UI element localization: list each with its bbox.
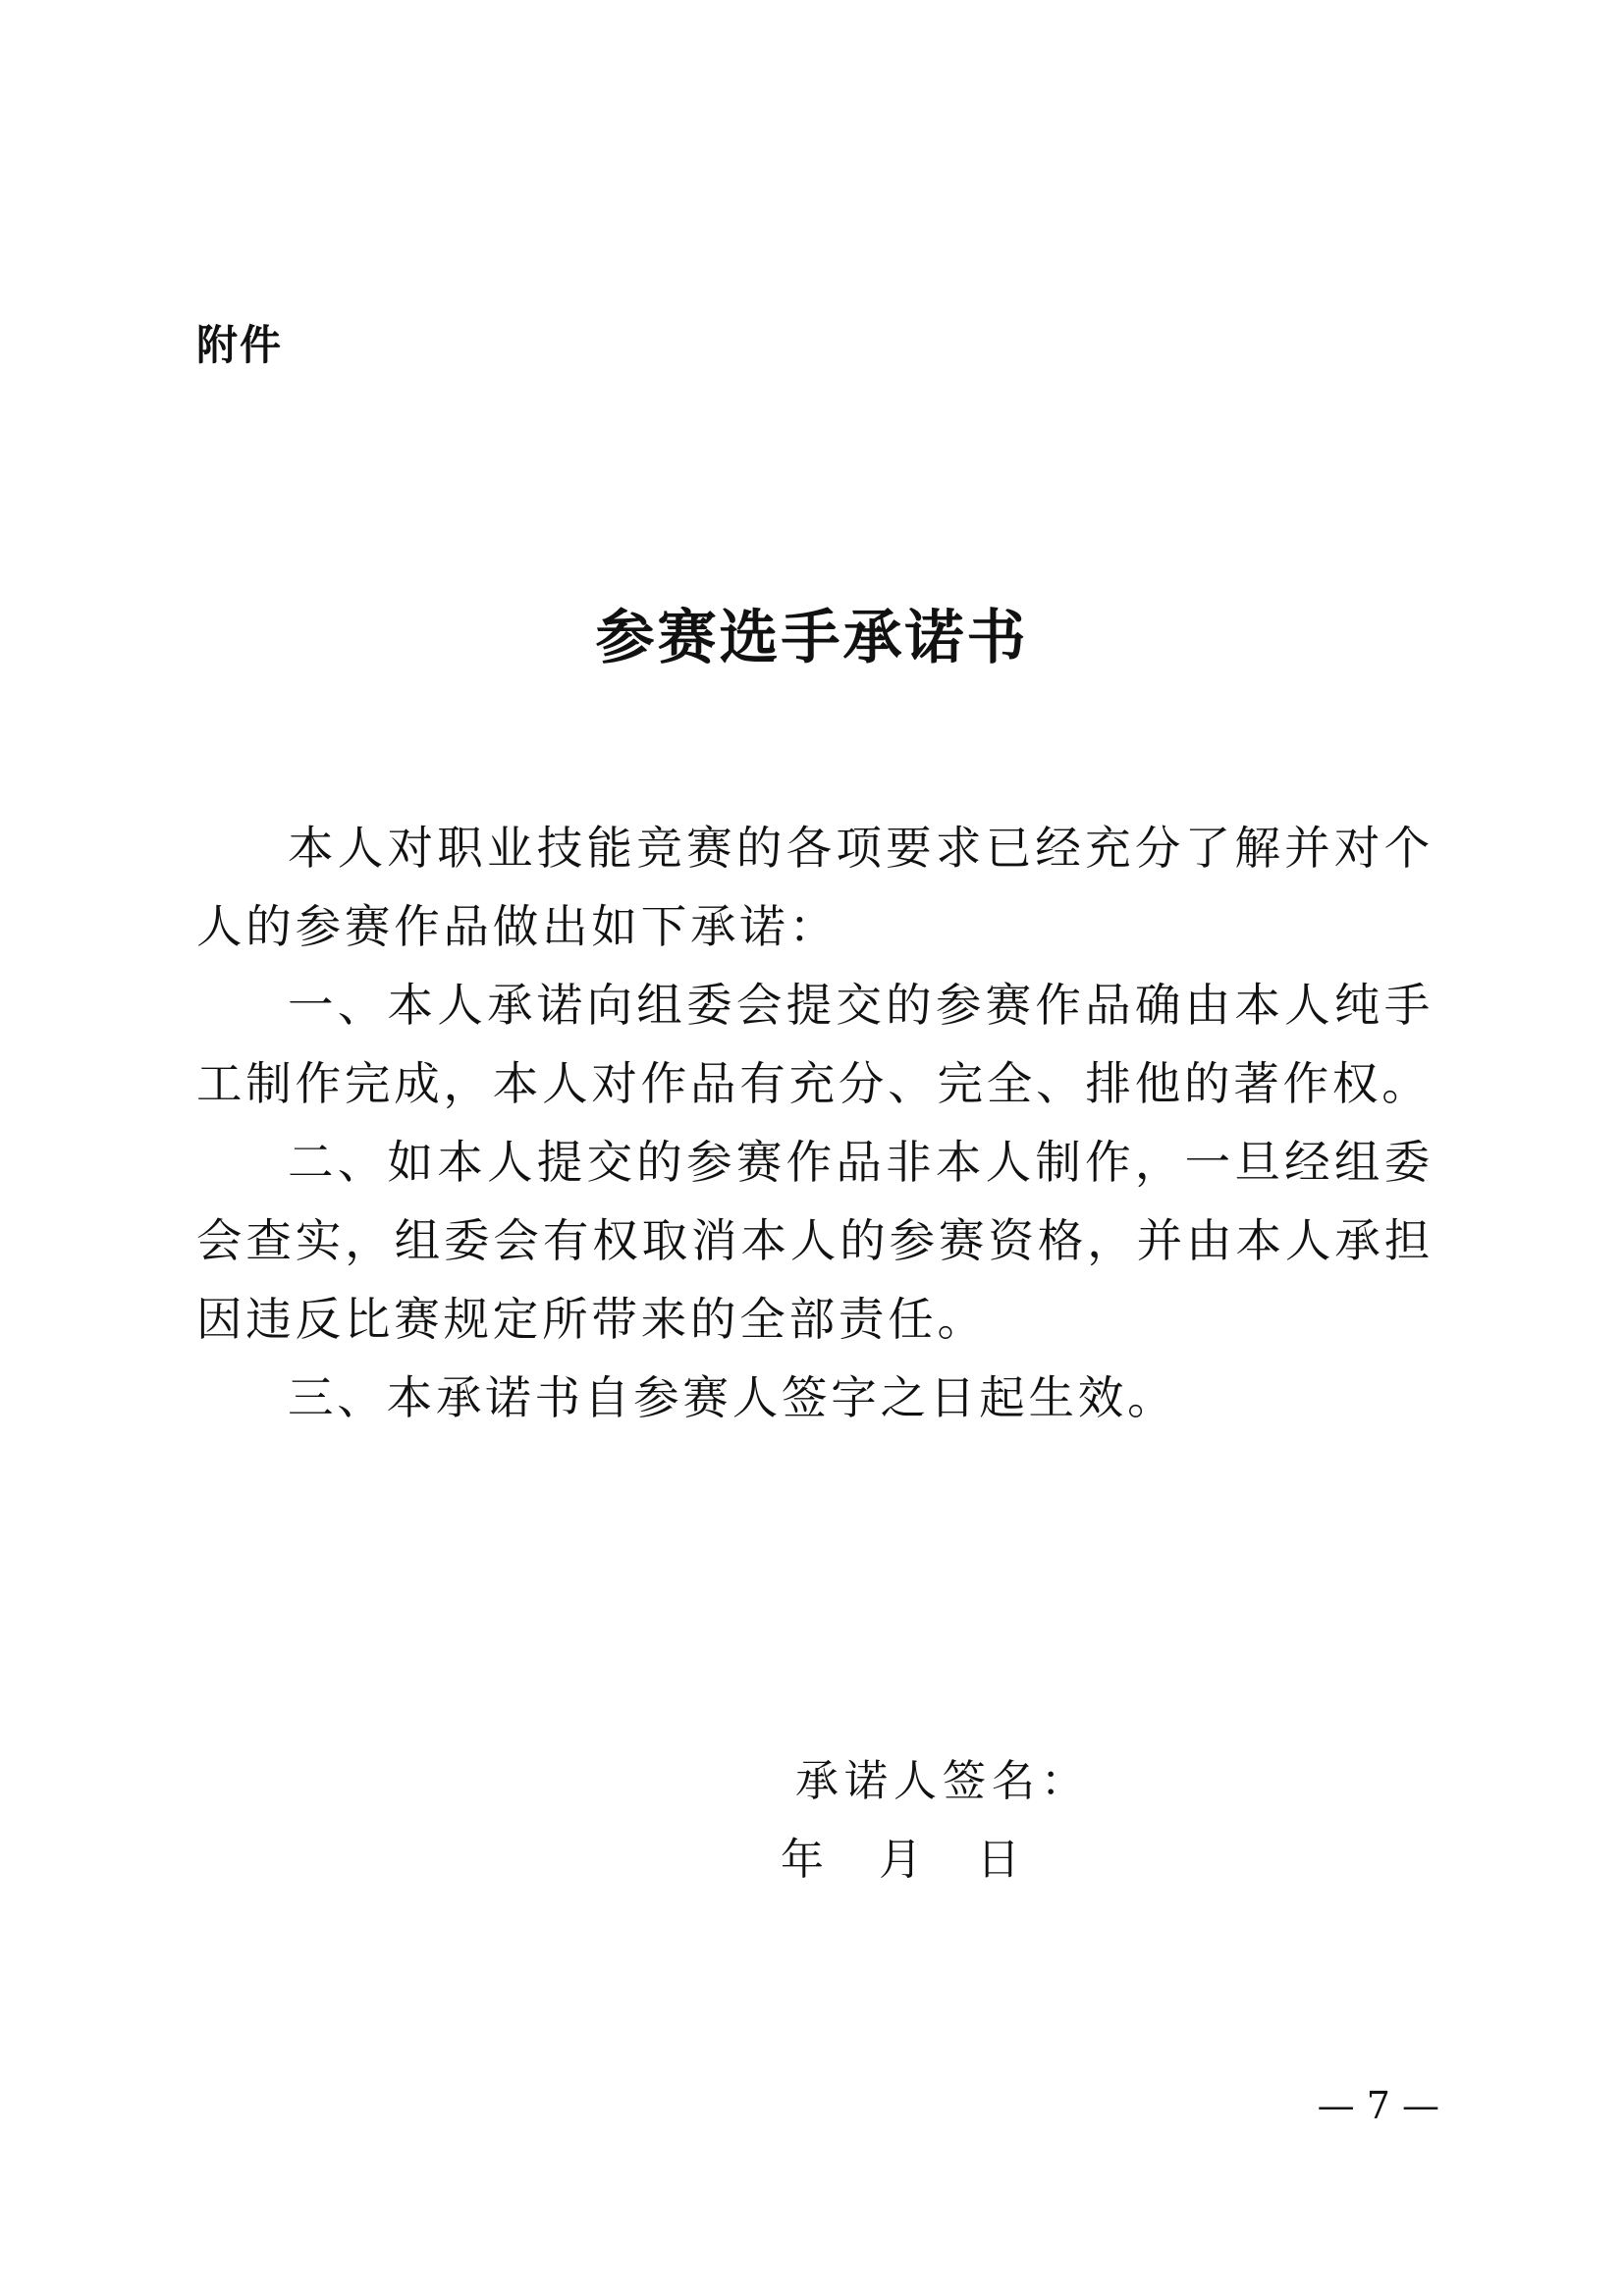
commitment-item-2: 二、如本人提交的参赛作品非本人制作，一旦经组委会查实，组委会有权取消本人的参赛资格，并由本人承担因违反比赛规定所带来的全部责任。 [196, 1136, 1434, 1346]
intro-paragraph: 本人对职业技能竞赛的各项要求已经充分了解并对个人的参赛作品做出如下承诺： [196, 822, 1434, 953]
document-title: 参赛选手承诺书 [595, 604, 1029, 672]
signature-label: 承诺人签名： [795, 1756, 1090, 1806]
document-body [196, 809, 1434, 1437]
page-number: — 7 — [1317, 2084, 1439, 2127]
commitment-item-1: 一、本人承诺向组委会提交的参赛作品确由本人纯手工制作完成，本人对作品有充分、完全、排他的著作权。 [196, 979, 1434, 1110]
attachment-label: 附件 [196, 321, 284, 369]
commitment-item-3: 三、本承诺书自参赛人签字之日起生效。 [288, 1371, 1177, 1424]
date-line: 年 月 日 [781, 1835, 1020, 1885]
